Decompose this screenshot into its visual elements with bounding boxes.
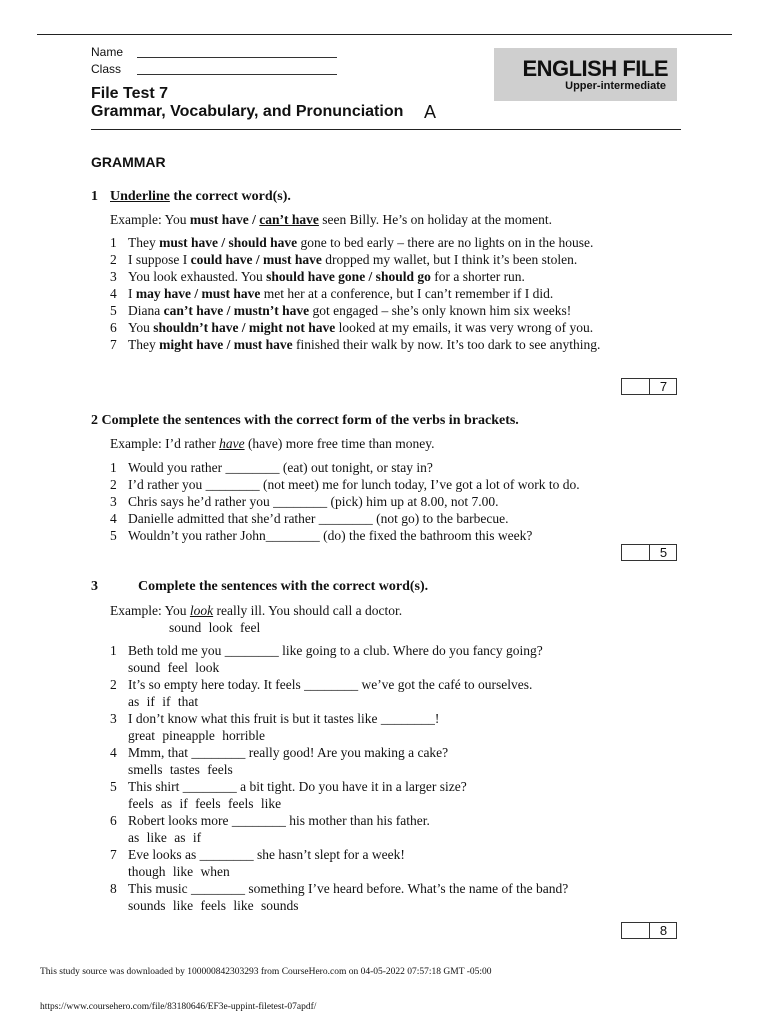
q3-heading <box>91 579 428 595</box>
q3-item <box>110 643 543 659</box>
item-number: 7 <box>110 337 117 352</box>
item-number: 5 <box>110 779 117 794</box>
item-number: 4 <box>110 745 117 760</box>
item-choice[interactable]: might have / must have <box>159 337 293 352</box>
item-number: 1 <box>110 235 117 250</box>
q1-item <box>110 286 553 302</box>
q1-example-suffix: seen Billy. He’s on holiday at the moment. <box>318 212 552 227</box>
item-text-pre: They <box>128 337 160 352</box>
test-version: A <box>424 102 437 122</box>
q2-item <box>110 528 532 544</box>
item-choice[interactable]: can’t have / mustn’t have <box>163 303 310 318</box>
q3-item <box>110 711 439 727</box>
q3-item <box>110 745 448 761</box>
q3-example-suffix: really ill. You should call a doctor. <box>213 603 403 618</box>
q3-item <box>110 813 430 829</box>
item-text-post: met her at a conference, but I can’t remember if I did. <box>260 286 554 301</box>
brand-logo <box>494 48 677 101</box>
item-choice[interactable]: must have / should have <box>159 235 298 250</box>
item-choice[interactable]: should have gone / should go <box>266 269 431 284</box>
item-text[interactable]: Chris says he’d rather you ________ (pick) him up at 8.00, not 7.00. <box>128 494 499 509</box>
q1-number: 1 <box>91 189 98 204</box>
download-notice: This study source was downloaded by 100000842303293 from CourseHero.com on 04-05-2022 07:57:18 GMT -05:00 <box>40 967 492 977</box>
q1-item <box>110 320 593 336</box>
q2-heading: 2 Complete the sentences with the correct form of the verbs in brackets. <box>91 413 519 428</box>
item-text-pre: You look exhausted. You <box>128 269 267 284</box>
item-number: 1 <box>110 643 117 658</box>
item-text[interactable]: Beth told me you ________ like going to a club. Where do you fancy going? <box>128 643 543 658</box>
item-number: 2 <box>110 677 117 692</box>
q3-example-prefix: Example: You <box>110 603 190 618</box>
item-text[interactable]: Mmm, that ________ really good! Are you making a cake? <box>128 745 449 760</box>
q2-item <box>110 511 509 527</box>
top-rule <box>37 34 732 35</box>
q1-item <box>110 337 600 353</box>
item-number: 4 <box>110 511 117 526</box>
item-text[interactable]: Danielle admitted that she’d rather ________ (not go) to the barbecue. <box>128 511 509 526</box>
q3-item-options: as if if that <box>128 694 199 709</box>
q2-example-answer: have <box>219 436 245 451</box>
section-title: GRAMMAR <box>91 154 166 170</box>
item-number: 3 <box>110 269 117 284</box>
q2-item <box>110 477 580 493</box>
name-field[interactable] <box>137 57 337 58</box>
item-number: 2 <box>110 477 117 492</box>
item-text-post: looked at my emails, it was very wrong of you. <box>335 320 594 335</box>
q2-score-total: 5 <box>659 545 668 560</box>
source-url[interactable]: https://www.coursehero.com/file/83180646/EF3e-uppint-filetest-07apdf/ <box>40 1002 317 1012</box>
brand-title: ENGLISH FILE <box>522 56 668 81</box>
name-label: Name <box>91 45 124 59</box>
item-choice[interactable]: may have / must have <box>135 286 261 301</box>
item-number: 5 <box>110 303 117 318</box>
q1-item <box>110 252 577 268</box>
class-label: Class <box>91 62 122 76</box>
item-text-pre: I <box>128 286 136 301</box>
item-number: 7 <box>110 847 117 862</box>
q3-item-options: smells tastes feels <box>128 762 233 777</box>
q3-score-total: 8 <box>659 923 668 938</box>
class-field[interactable] <box>137 74 337 75</box>
q2-example-suffix: (have) more free time than money. <box>244 436 435 451</box>
q3-item <box>110 779 467 795</box>
q3-item <box>110 847 405 863</box>
item-number: 5 <box>110 528 117 543</box>
test-title: File Test 7 <box>91 85 169 102</box>
header-rule <box>91 129 681 130</box>
q3-item-options: as like as if <box>128 830 202 845</box>
item-text-post: for a shorter run. <box>430 269 525 284</box>
item-text[interactable]: Wouldn’t you rather John________ (do) the fixed the bathroom this week? <box>128 528 533 543</box>
q3-example-options: sound look feel <box>169 620 261 635</box>
item-number: 3 <box>110 711 117 726</box>
item-text[interactable]: I’d rather you ________ (not meet) me for lunch today, I’ve got a lot of work to do. <box>128 477 580 492</box>
item-text[interactable]: Would you rather ________ (eat) out tonight, or stay in? <box>128 460 433 475</box>
q1-example-option-2: can’t have <box>259 212 319 227</box>
item-text[interactable]: It’s so empty here today. It feels ________ we’ve got the café to ourselves. <box>128 677 533 692</box>
q3-example <box>110 603 402 619</box>
q1-item <box>110 303 571 319</box>
item-text-post: finished their walk by now. It’s too dark to see anything. <box>292 337 601 352</box>
item-number: 4 <box>110 286 117 301</box>
q1-item <box>110 269 525 285</box>
item-text-post: gone to bed early – there are no lights on in the house. <box>297 235 594 250</box>
item-text[interactable]: Eve looks as ________ she hasn’t slept for a week! <box>128 847 405 862</box>
item-text-pre: I suppose I <box>128 252 191 267</box>
item-text-pre: You <box>128 320 154 335</box>
item-text-post: got engaged – she’s only known him six weeks! <box>309 303 572 318</box>
q2-example <box>110 436 434 452</box>
brand-level: Upper-intermediate <box>565 80 666 92</box>
q1-example-option-1: must have / <box>189 212 260 227</box>
q3-title: Complete the sentences with the correct word(s). <box>138 579 429 594</box>
q1-heading <box>91 189 291 205</box>
item-number: 2 <box>110 252 117 267</box>
item-number: 3 <box>110 494 117 509</box>
item-number: 6 <box>110 813 117 828</box>
q3-score-box[interactable] <box>621 922 677 939</box>
item-text-post: dropped my wallet, but I think it’s been stolen. <box>321 252 578 267</box>
q2-item <box>110 460 433 476</box>
item-text-pre: They <box>128 235 160 250</box>
item-text-pre: Diana <box>128 303 164 318</box>
q3-item-options: sound feel look <box>128 660 220 675</box>
q3-item-options: sounds like feels like sounds <box>128 898 299 913</box>
item-number: 8 <box>110 881 117 896</box>
q3-item <box>110 677 532 693</box>
q1-score-box[interactable] <box>621 378 677 395</box>
q1-score-total: 7 <box>659 379 668 394</box>
item-choice[interactable]: could have / must have <box>190 252 322 267</box>
item-text[interactable]: This music ________ something I’ve heard before. What’s the name of the band? <box>128 881 569 896</box>
item-text[interactable]: Robert looks more ________ his mother than his father. <box>128 813 430 828</box>
item-number: 1 <box>110 460 117 475</box>
item-text[interactable]: This shirt ________ a bit tight. Do you have it in a larger size? <box>128 779 467 794</box>
q1-title-rest: the correct word(s). <box>169 189 291 204</box>
q1-example <box>110 212 552 228</box>
q2-example-prefix: Example: I’d rather <box>110 436 220 451</box>
item-text[interactable]: I don’t know what this fruit is but it tastes like ________! <box>128 711 440 726</box>
q3-item <box>110 881 568 897</box>
q3-example-answer: look <box>189 603 214 618</box>
test-subtitle: Grammar, Vocabulary, and Pronunciation <box>91 103 404 120</box>
q1-title-underlined: Underline <box>110 189 170 204</box>
q3-number: 3 <box>91 579 98 594</box>
item-number: 6 <box>110 320 117 335</box>
q3-item-options: feels as if feels feels like <box>128 796 282 811</box>
q1-item <box>110 235 593 251</box>
q2-score-box[interactable] <box>621 544 677 561</box>
q1-example-prefix: Example: You <box>110 212 190 227</box>
q3-item-options: though like when <box>128 864 230 879</box>
q3-item-options: great pineapple horrible <box>128 728 265 743</box>
item-choice[interactable]: shouldn’t have / might not have <box>153 320 336 335</box>
q2-item <box>110 494 498 510</box>
